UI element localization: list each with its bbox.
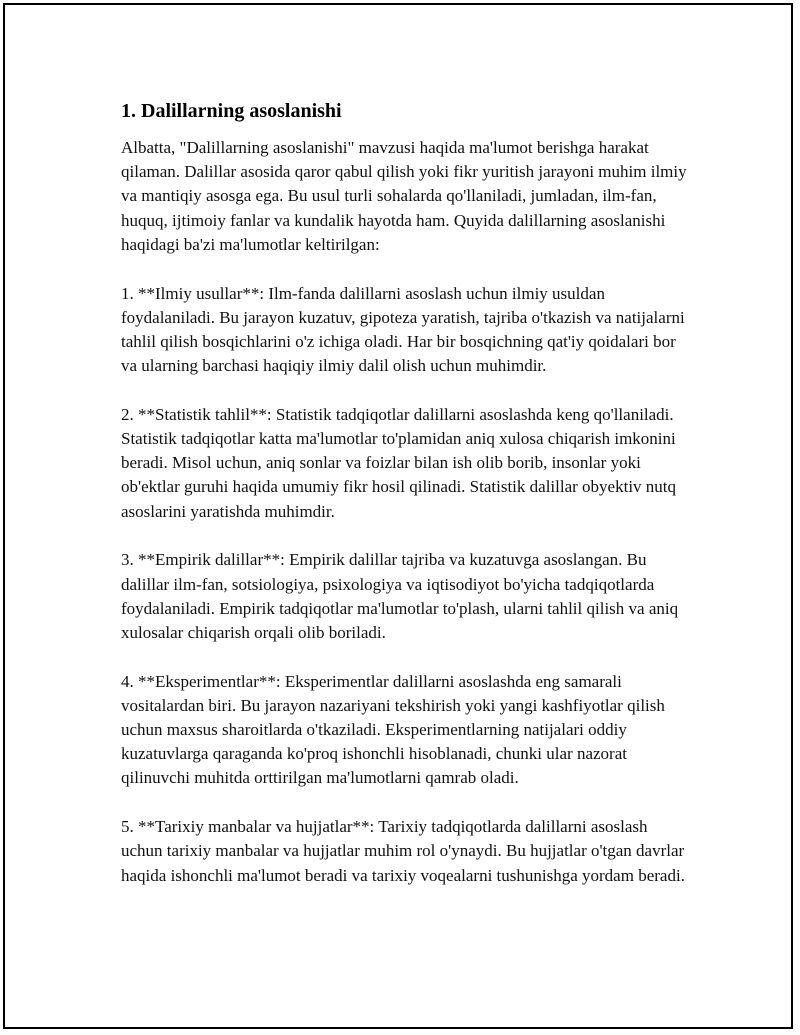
paragraph-statistik-tahlil: 2. **Statistik tahlil**: Statistik tadqiqotlar dalillarni asoslashda keng qo'llaniladi. Statistik tadqiqotlar katta ma'lumotlar to'plamidan aniq xulosa chiqarish imkonini beradi. Misol uchun, aniq sonlar va foizlar bilan ish olib borib, insonlar yoki ob'ektlar guruhi haqida umumiy fikr hosil qilinadi. Statistik dalillar obyektiv nutq asoslarini yaratishda muhimdir. [121, 404, 677, 521]
intro-paragraph: Albatta, "Dalillarning asoslanishi" mavzusi haqida ma'lumot berishga harakat qilaman. Dalillar asosida qaror qabul qilish yoki fikr yuritish jarayoni muhim ilmiy va mantiqiy asosga ega. Bu usul turli sohalarda qo'llaniladi, jumladan, ilm-fan, huquq, ijtimoiy fanlar va kundalik hayotda ham. Quyida dalillarning asoslanishi haqidagi ba'zi ma'lumotlar keltirilgan: [121, 138, 687, 254]
page-frame [3, 3, 793, 1029]
document-body [121, 99, 691, 912]
document-title: 1. Dalillarning asoslanishi [121, 100, 342, 122]
paragraph-empirik-dalillar: 3. **Empirik dalillar**: Empirik dalillar tajriba va kuzatuvga asoslangan. Bu dalillar ilm-fan, sotsiologiya, psixologiya va iqtisodiyot bo'yicha tadqiqotlarda foydalaniladi. Empirik tadqiqotlar ma'lumotlar to'plash, ularni tahlil qilish va aniq xulosalar chiqarish orqali olib boriladi. [121, 550, 679, 642]
paragraph-eksperimentlar: 4. **Eksperimentlar**: Eksperimentlar dalillarni asoslashda eng samarali vositalardan biri. Bu jarayon nazariyani tekshirish yoki yangi kashfiyotlar qilish uchun maxsus sharoitlarda o'tkaziladi. Eksperimentlarning natijalari oddiy kuzatuvlarga qaraganda ko'proq ishonchli hisoblanadi, chunki ular nazorat qilinuvchi muhitda orttirilgan ma'lumotlarni qamrab oladi. [121, 671, 665, 788]
paragraph-ilmiy-usullar: 1. **Ilmiy usullar**: Ilm-fanda dalillarni asoslash uchun ilmiy usuldan foydalaniladi. Bu jarayon kuzatuv, gipoteza yaratish, tajriba o'tkazish va natijalarni tahlil qilish bosqichlarini o'z ichiga oladi. Har bir bosqichning qat'iy qoidalari bor va ularning barchasi haqiqiy ilmiy dalil olish uchun muhimdir. [121, 283, 685, 376]
paragraph-tarixiy-manbalar: 5. **Tarixiy manbalar va hujjatlar**: Tarixiy tadqiqotlarda dalillarni asoslash uchun tarixiy manbalar va hujjatlar muhim rol o'ynaydi. Bu hujjatlar o'tgan davrlar haqida ishonchli ma'lumot beradi va tarixiy voqealarni tushunishga yordam beradi. [121, 817, 685, 885]
